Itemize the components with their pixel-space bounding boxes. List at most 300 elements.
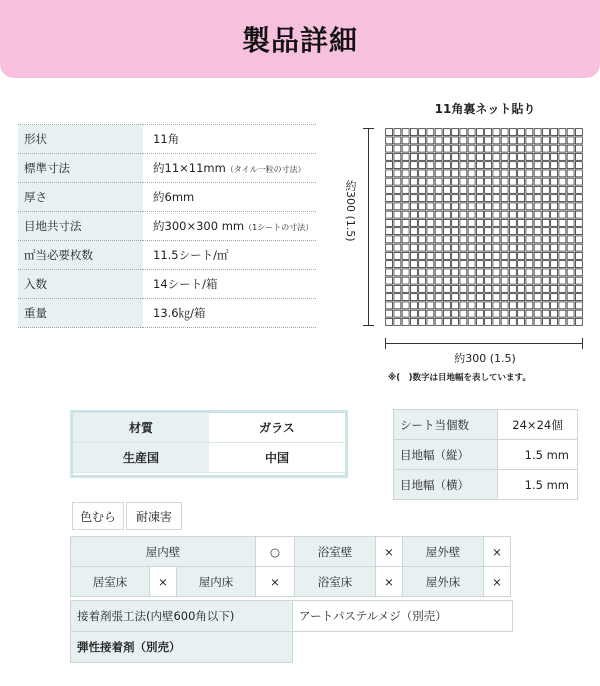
tile [509, 285, 516, 292]
usage-table [70, 536, 511, 597]
tile [551, 236, 558, 243]
adhesive-product: 弾性接着剤（別売） [71, 632, 293, 663]
tile [460, 195, 467, 202]
tile [559, 170, 566, 177]
tile [394, 252, 401, 259]
usage-mark: × [376, 537, 403, 567]
tile [402, 285, 409, 292]
tile [493, 153, 500, 160]
tile [559, 318, 566, 325]
tile [551, 285, 558, 292]
tile [526, 219, 533, 226]
tile [460, 244, 467, 251]
tile [575, 153, 582, 160]
tile [427, 302, 434, 309]
usage-mark: × [484, 567, 511, 597]
tile [575, 285, 582, 292]
tile [518, 269, 525, 276]
tile [485, 219, 492, 226]
tile [386, 186, 393, 193]
tile [542, 294, 549, 301]
tile [394, 277, 401, 284]
tile [427, 219, 434, 226]
tile [485, 129, 492, 136]
spec-row [18, 183, 316, 212]
tile [468, 310, 475, 317]
tile [476, 236, 483, 243]
tile [460, 269, 467, 276]
tile [476, 137, 483, 144]
tile [575, 310, 582, 317]
tile [542, 195, 549, 202]
tile [485, 203, 492, 210]
tile [567, 318, 574, 325]
tile [443, 244, 450, 251]
spec-value: 約6mm [143, 183, 316, 212]
tile [452, 244, 459, 251]
tile [518, 129, 525, 136]
tile [386, 236, 393, 243]
tile [501, 153, 508, 160]
diagram-note: ※( )数字は目地幅を表しています。 [388, 373, 531, 383]
tile [443, 285, 450, 292]
tile [567, 145, 574, 152]
tile [493, 252, 500, 259]
tile [410, 153, 417, 160]
tile [476, 302, 483, 309]
vertical-dimension-label: 約300 (1.5) [344, 180, 357, 242]
tile [575, 228, 582, 235]
tile [402, 153, 409, 160]
tile [518, 228, 525, 235]
tile [518, 261, 525, 268]
tile [526, 162, 533, 169]
tile [551, 186, 558, 193]
tile [526, 129, 533, 136]
tile [460, 252, 467, 259]
tile [526, 269, 533, 276]
tile [501, 252, 508, 259]
tile [410, 318, 417, 325]
tile [394, 178, 401, 185]
tile [542, 310, 549, 317]
tile [419, 186, 426, 193]
tile [551, 294, 558, 301]
tile [559, 228, 566, 235]
tile [443, 269, 450, 276]
tile [460, 178, 467, 185]
tile [452, 162, 459, 169]
tile [427, 294, 434, 301]
tile [567, 203, 574, 210]
tile [518, 186, 525, 193]
tile [542, 261, 549, 268]
tile [493, 211, 500, 218]
tile [386, 203, 393, 210]
tile [443, 211, 450, 218]
tile [435, 186, 442, 193]
tile [427, 203, 434, 210]
spec-row [18, 270, 316, 299]
tile [551, 178, 558, 185]
tile [534, 302, 541, 309]
tile [452, 318, 459, 325]
tile [534, 153, 541, 160]
tile [534, 170, 541, 177]
tile [551, 252, 558, 259]
tile [501, 219, 508, 226]
tile [443, 318, 450, 325]
tile [526, 153, 533, 160]
tile [460, 277, 467, 284]
tile [485, 294, 492, 301]
tile [476, 211, 483, 218]
tile [443, 195, 450, 202]
tile [468, 211, 475, 218]
tile [419, 153, 426, 160]
tile [435, 244, 442, 251]
tile [485, 277, 492, 284]
tile [534, 145, 541, 152]
tile [410, 145, 417, 152]
tile [559, 186, 566, 193]
tile [443, 310, 450, 317]
tile [410, 170, 417, 177]
tile [567, 285, 574, 292]
tile [468, 162, 475, 169]
tile [443, 294, 450, 301]
tile [468, 277, 475, 284]
tile [551, 211, 558, 218]
tile [534, 211, 541, 218]
tile [501, 178, 508, 185]
tile [501, 310, 508, 317]
usage-label: 浴室床 [295, 567, 376, 597]
tag-color-variation: 色むら [72, 502, 124, 530]
spec-table [18, 124, 316, 328]
tile [485, 178, 492, 185]
tile [551, 310, 558, 317]
tile [476, 153, 483, 160]
tile [526, 228, 533, 235]
tile [476, 170, 483, 177]
tile [559, 211, 566, 218]
tile [402, 277, 409, 284]
tile [501, 228, 508, 235]
tile [551, 261, 558, 268]
tile [394, 269, 401, 276]
tile [419, 145, 426, 152]
adhesive-row [71, 632, 513, 663]
tile [427, 211, 434, 218]
tile [468, 261, 475, 268]
tile [476, 178, 483, 185]
tile [410, 203, 417, 210]
tile [410, 244, 417, 251]
tile [526, 170, 533, 177]
tile [410, 277, 417, 284]
usage-mark: × [256, 567, 295, 597]
spec-note: （タイル一粒の寸法） [225, 165, 306, 174]
tile [567, 244, 574, 251]
tile [518, 236, 525, 243]
spec-value: 約11×11mm（タイル一粒の寸法） [143, 154, 316, 183]
tile [534, 285, 541, 292]
tile [567, 228, 574, 235]
horizontal-dimension-line [385, 343, 583, 344]
page-title: 製品詳細 [241, 24, 358, 57]
spec-note: （1シートの寸法） [244, 223, 314, 232]
tile [402, 162, 409, 169]
tile [509, 203, 516, 210]
tile [476, 195, 483, 202]
tile [567, 129, 574, 136]
tile [427, 145, 434, 152]
tile [534, 261, 541, 268]
tile [485, 137, 492, 144]
tile [551, 195, 558, 202]
tile [485, 302, 492, 309]
tile [476, 228, 483, 235]
tile [419, 252, 426, 259]
tile [419, 137, 426, 144]
tile [410, 178, 417, 185]
tile [419, 195, 426, 202]
usage-label: 屋外壁 [403, 537, 484, 567]
tile [551, 145, 558, 152]
tile [534, 137, 541, 144]
tile [518, 252, 525, 259]
tile [402, 178, 409, 185]
tile [435, 219, 442, 226]
tile [534, 129, 541, 136]
tile [526, 203, 533, 210]
tile [542, 219, 549, 226]
tile [509, 252, 516, 259]
tile [427, 261, 434, 268]
tile [518, 145, 525, 152]
tile [501, 170, 508, 177]
usage-label: 居室床 [71, 567, 150, 597]
tile [567, 294, 574, 301]
tile [501, 269, 508, 276]
tile [567, 162, 574, 169]
tile [509, 318, 516, 325]
tile [501, 236, 508, 243]
tile [518, 294, 525, 301]
tile [435, 203, 442, 210]
tile [551, 244, 558, 251]
tile [567, 186, 574, 193]
tile [485, 170, 492, 177]
tile [493, 269, 500, 276]
tile [542, 302, 549, 309]
tile [410, 219, 417, 226]
tile [542, 318, 549, 325]
tile [435, 228, 442, 235]
tile [476, 294, 483, 301]
tile [410, 211, 417, 218]
tile [542, 252, 549, 259]
tile [419, 269, 426, 276]
tile [394, 195, 401, 202]
spec-label: 入数 [18, 270, 143, 299]
tile [559, 310, 566, 317]
tile [559, 129, 566, 136]
tile [567, 170, 574, 177]
tile [460, 170, 467, 177]
tile [410, 195, 417, 202]
tile [485, 285, 492, 292]
vertical-dimension-tick [363, 128, 374, 129]
tile [427, 285, 434, 292]
tile [493, 145, 500, 152]
tile [394, 153, 401, 160]
tile [386, 318, 393, 325]
tile [575, 186, 582, 193]
spec-label: 重量 [18, 299, 143, 328]
tile [559, 145, 566, 152]
tile [526, 252, 533, 259]
diagram-title: 11角裏ネット貼り [434, 102, 536, 116]
adhesive-row [71, 601, 513, 632]
tile [518, 211, 525, 218]
tile [567, 137, 574, 144]
tile [427, 310, 434, 317]
tile [419, 129, 426, 136]
tile [460, 228, 467, 235]
tile [452, 261, 459, 268]
tile [443, 261, 450, 268]
tile [551, 269, 558, 276]
tile [402, 302, 409, 309]
tile [526, 310, 533, 317]
tile [419, 310, 426, 317]
tile [452, 203, 459, 210]
tile [394, 228, 401, 235]
tile [493, 277, 500, 284]
tile [460, 294, 467, 301]
tile [534, 269, 541, 276]
material-value: 中国 [209, 443, 345, 473]
tile [509, 137, 516, 144]
tile [509, 302, 516, 309]
tile [526, 285, 533, 292]
tile [485, 153, 492, 160]
tile [526, 294, 533, 301]
tile [476, 318, 483, 325]
tile [476, 162, 483, 169]
tile [493, 137, 500, 144]
tile [443, 129, 450, 136]
tile [509, 145, 516, 152]
material-row [73, 443, 345, 473]
tile [419, 219, 426, 226]
tile [435, 211, 442, 218]
tile [435, 236, 442, 243]
tile [386, 252, 393, 259]
spec-value: 14シート/箱 [143, 270, 316, 299]
tile [402, 261, 409, 268]
tile [410, 186, 417, 193]
tile [435, 277, 442, 284]
tile [402, 211, 409, 218]
tile [452, 137, 459, 144]
tile [410, 228, 417, 235]
tile [518, 219, 525, 226]
tile [476, 244, 483, 251]
tile [460, 302, 467, 309]
tile [526, 211, 533, 218]
tile [452, 269, 459, 276]
tile [518, 277, 525, 284]
tile [394, 302, 401, 309]
sheet-table [393, 409, 578, 500]
tile [394, 162, 401, 169]
tile [419, 318, 426, 325]
tile [419, 285, 426, 292]
tile [435, 261, 442, 268]
tile [419, 203, 426, 210]
tile [402, 203, 409, 210]
tile [575, 294, 582, 301]
tile [493, 203, 500, 210]
tile [386, 244, 393, 251]
tile [476, 285, 483, 292]
tile [526, 186, 533, 193]
tile [559, 261, 566, 268]
tile [509, 228, 516, 235]
tile [468, 244, 475, 251]
tile [468, 318, 475, 325]
tile [551, 137, 558, 144]
tile [394, 219, 401, 226]
material-row [73, 413, 345, 443]
tile [427, 153, 434, 160]
tile [509, 186, 516, 193]
tile [559, 302, 566, 309]
tile [419, 178, 426, 185]
tile [559, 294, 566, 301]
tile [501, 302, 508, 309]
tile [419, 261, 426, 268]
spec-label: 標準寸法 [18, 154, 143, 183]
tile [402, 252, 409, 259]
tile [452, 186, 459, 193]
tile [534, 244, 541, 251]
empty-cell [293, 632, 513, 663]
tile [468, 137, 475, 144]
tile [476, 219, 483, 226]
tile [452, 294, 459, 301]
tile [501, 211, 508, 218]
tile [386, 162, 393, 169]
usage-mark: ○ [256, 537, 295, 567]
spec-row [18, 125, 316, 154]
tile [575, 236, 582, 243]
tile [575, 178, 582, 185]
tile [427, 252, 434, 259]
tile [460, 236, 467, 243]
tile [501, 318, 508, 325]
tile [551, 318, 558, 325]
tile [551, 162, 558, 169]
tile [493, 302, 500, 309]
tile [410, 302, 417, 309]
tile [575, 211, 582, 218]
tile [386, 129, 393, 136]
tile [493, 162, 500, 169]
